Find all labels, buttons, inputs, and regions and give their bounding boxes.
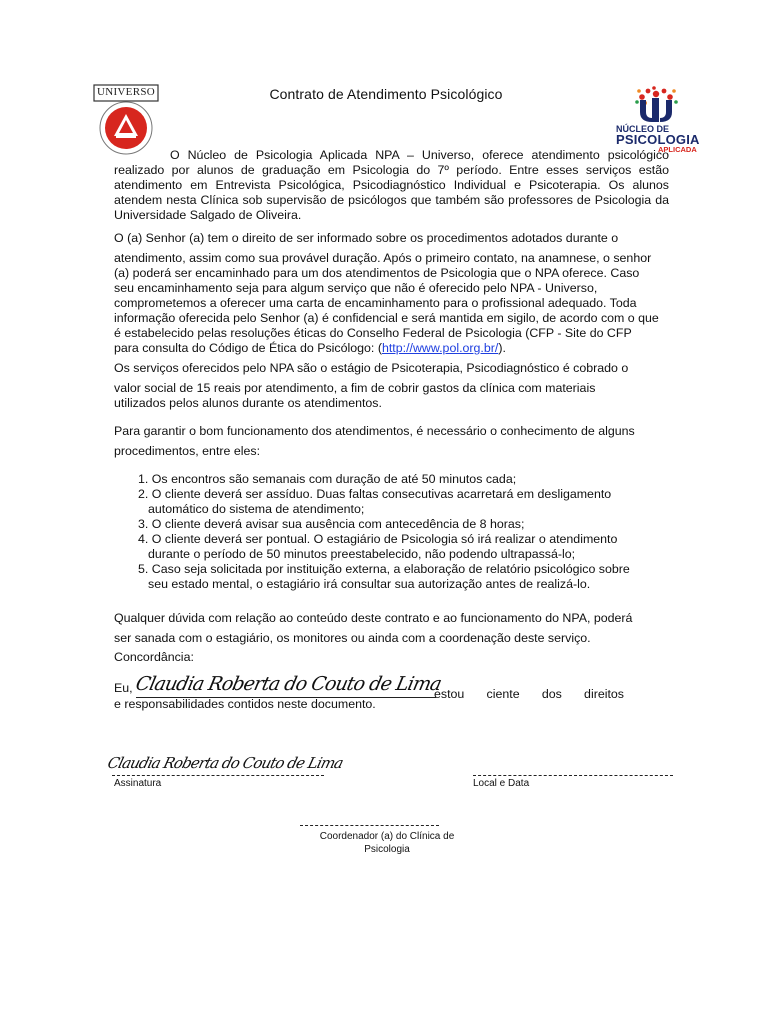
list-item (114, 472, 634, 487)
npa-logo-line1: NÚCLEO DE (616, 124, 670, 134)
guarantee-line2: procedimentos, entre eles: (114, 444, 261, 458)
rule-number: 5. (138, 562, 149, 576)
rule-number: 2. (138, 487, 149, 501)
coordinator-label-line1: Coordenador (a) do Clínica de (319, 831, 455, 842)
coordinator-line (300, 825, 439, 826)
rights-text: atendimento, assim como sua provável duração. Após o primeiro contato, na anamnese, o senhor (a) poderá ser encaminhado para um dos atendimentos de Psicologia que o NPA oferece. Caso seu encaminhamento seja para algum serviço que não é oferecido pelo NPA - Universo, comprometemos a oferecer uma carta de encaminhamento para o profissional adequado. Toda informação oferecida pelo Senhor (a) é confidencial e será mantida em sigilo, de acordo com o que é estabelecido pelas resoluções éticas do Conselho Federal de Psicologia (CFP - Site do CFP para consulta do Código de Ética do Psicólogo: ( (114, 251, 659, 355)
guarantee-paragraph (114, 424, 669, 459)
rules-list (114, 472, 634, 592)
rule-number: 1. (138, 472, 149, 486)
rule-number: 3. (138, 517, 149, 531)
cfp-link[interactable]: http://www.pol.org.br/ (381, 341, 499, 355)
intro-paragraph: O Núcleo de Psicologia Aplicada NPA – Universo, oferece atendimento psicológico realizado por alunos de graduação em Psicologia do 7º período. Entre esses serviços estão atendimento em Entrevista Psicológica, Psicodiagnóstico Individual e Psicoterapia. Os alunos atendem nesta Clínica sob supervisão de psicólogos que também são professores de Psicologia da Universidade Salgado de Oliveira. (114, 148, 669, 222)
document-title: Contrato de Atendimento Psicológico (269, 86, 503, 102)
rule-text: O cliente deverá ser assíduo. Duas faltas consecutivas acarretará em desligamento automático do sistema de atendimento; (148, 487, 612, 516)
rule-text: O cliente deverá ser pontual. O estagiário de Psicologia só irá realizar o atendimento durante o período de 50 minutos preestabelecido, não podendo ultrapassá-lo; (148, 532, 618, 561)
doubts-line1: Qualquer dúvida com relação ao conteúdo deste contrato e ao funcionamento do NPA, poderá (114, 611, 633, 625)
handwritten-name: Claudia Roberta do Couto de Lima (133, 673, 444, 695)
concordance-label: Concordância: (114, 650, 194, 664)
coordinator-label-line2: Psicologia (364, 844, 410, 855)
place-date-label: Local e Data (473, 778, 530, 789)
doubts-paragraph (114, 611, 669, 646)
rights-body (114, 251, 659, 356)
awareness-text: estou ciente dos direitos (434, 687, 624, 701)
rule-text: O cliente deverá avisar sua ausência com antecedência de 8 horas; (151, 517, 525, 531)
npa-logo-mark (612, 86, 702, 126)
place-date-line (473, 775, 673, 776)
list-item (114, 517, 634, 532)
eu-label: Eu, (114, 681, 133, 695)
rights-close: ). (498, 341, 506, 355)
universo-logo-text: UNIVERSO (96, 86, 155, 98)
rights-paragraph (114, 231, 669, 356)
handwritten-signature: Claudia Roberta do Couto de Lima (105, 754, 345, 772)
services-paragraph (114, 361, 669, 411)
rule-text: Os encontros são semanais com duração de até 50 minutos cada; (151, 472, 517, 486)
services-body: valor social de 15 reais por atendimento, a fim de cobrir gastos da clínica com materiais utilizados pelos alunos durante os atendimentos. (114, 381, 596, 410)
guarantee-line1: Para garantir o bom funcionamento dos atendimentos, é necessário o conhecimento de alguns (114, 424, 635, 438)
npa-logo-line3: APLICADA (658, 145, 697, 154)
rule-text: Caso seja solicitada por instituição externa, a elaboração de relatório psicológico sobre seu estado mental, o estagiário irá consultar sua autorização antes de realizá-lo. (148, 562, 630, 591)
coordinator-label (300, 830, 474, 856)
npa-logo-line2: PSICOLOGIA (616, 132, 700, 147)
list-item (114, 487, 620, 517)
responsibilities-text: e responsabilidades contidos neste documento. (114, 697, 376, 711)
doubts-line2: ser sanada com o estagiário, os monitores ou ainda com a coordenação deste serviço. (114, 631, 591, 645)
list-item (114, 562, 630, 592)
services-first-line: Os serviços oferecidos pelo NPA são o estágio de Psicoterapia, Psicodiagnóstico é cobrado o (114, 361, 629, 375)
rights-first-line: O (a) Senhor (a) tem o direito de ser informado sobre os procedimentos adotados durante o (114, 231, 619, 245)
rule-number: 4. (138, 532, 149, 546)
signature-label: Assinatura (114, 778, 162, 789)
list-item (114, 532, 630, 562)
